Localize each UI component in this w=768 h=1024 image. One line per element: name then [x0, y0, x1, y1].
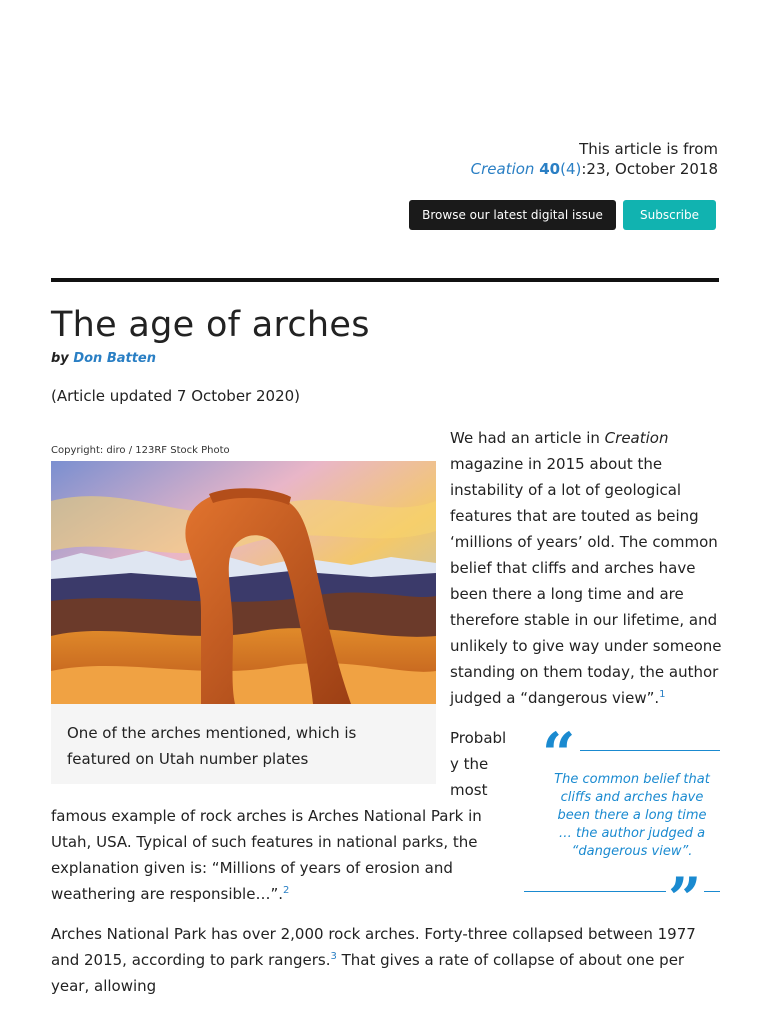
byline	[51, 351, 156, 366]
publication-name: Creation	[604, 429, 669, 447]
pull-quote-text: The common belief that cliffs and arches have been there a long time … the author judged a “dangerous view”.	[554, 772, 710, 859]
pull-quote	[524, 720, 720, 933]
footnote-2-link[interactable]: 2	[283, 885, 290, 896]
close-quote-icon: ”	[668, 865, 702, 933]
issue-link[interactable]: (4)	[560, 160, 582, 178]
author-link[interactable]: Don Batten	[73, 351, 156, 366]
photo-caption: One of the arches mentioned, which is featured on Utah number plates	[51, 704, 436, 784]
byline-prefix: by	[51, 351, 69, 366]
browse-digital-issue-button[interactable]: Browse our latest digital issue	[409, 200, 616, 230]
source-suffix: :23, October 2018	[581, 160, 718, 178]
open-quote-icon: “	[542, 720, 576, 788]
photo-copyright: Copyright: diro / 123RF Stock Photo	[51, 445, 230, 456]
volume-link[interactable]: 40	[539, 160, 561, 178]
paragraph-2-start: Probabl y the most	[450, 729, 507, 799]
paragraph-1: We had an article in Creation magazine in 2015 about the instability of a lot of geological features that are touted as being ‘millions of years’ old. The common belief that cliffs and arches have been there a long time and are therefore stable in our lifetime, and unlikely to give way under someone standing on them today, the author judged a “dangerous view”.$^1$	[450, 429, 722, 707]
subscribe-button[interactable]: Subscribe	[623, 200, 716, 230]
quote-rule-bottom-end	[704, 891, 720, 892]
footnote-3-link[interactable]: 3	[330, 951, 337, 962]
publication-link[interactable]: Creation	[470, 160, 535, 178]
updated-note: (Article updated 7 October 2020)	[51, 387, 301, 405]
paragraph-2: famous example of rock arches is Arches National Park in Utah, USA. Typical of such features in national parks, the explanation given is: “Millions of years of erosion and weathering are responsible…”.$^2$	[51, 807, 482, 903]
footnote-1-link[interactable]: 1	[659, 689, 666, 700]
source-citation	[471, 159, 718, 179]
quote-rule-bottom	[524, 891, 666, 892]
source-prefix: This article is from	[579, 140, 718, 158]
quote-rule-top	[580, 750, 720, 751]
header-divider	[51, 278, 719, 282]
article-source	[471, 139, 718, 179]
arch-image-graphic	[51, 461, 436, 704]
delicate-arch-photo[interactable]	[51, 461, 436, 704]
paragraph-3: Arches National Park has over 2,000 rock arches. Forty-three collapsed between 1977 and 2015, according to park rangers.$^3$ That gives a rate of collapse of about one per year, allowing	[51, 925, 696, 995]
page-title: The age of arches	[51, 305, 370, 345]
